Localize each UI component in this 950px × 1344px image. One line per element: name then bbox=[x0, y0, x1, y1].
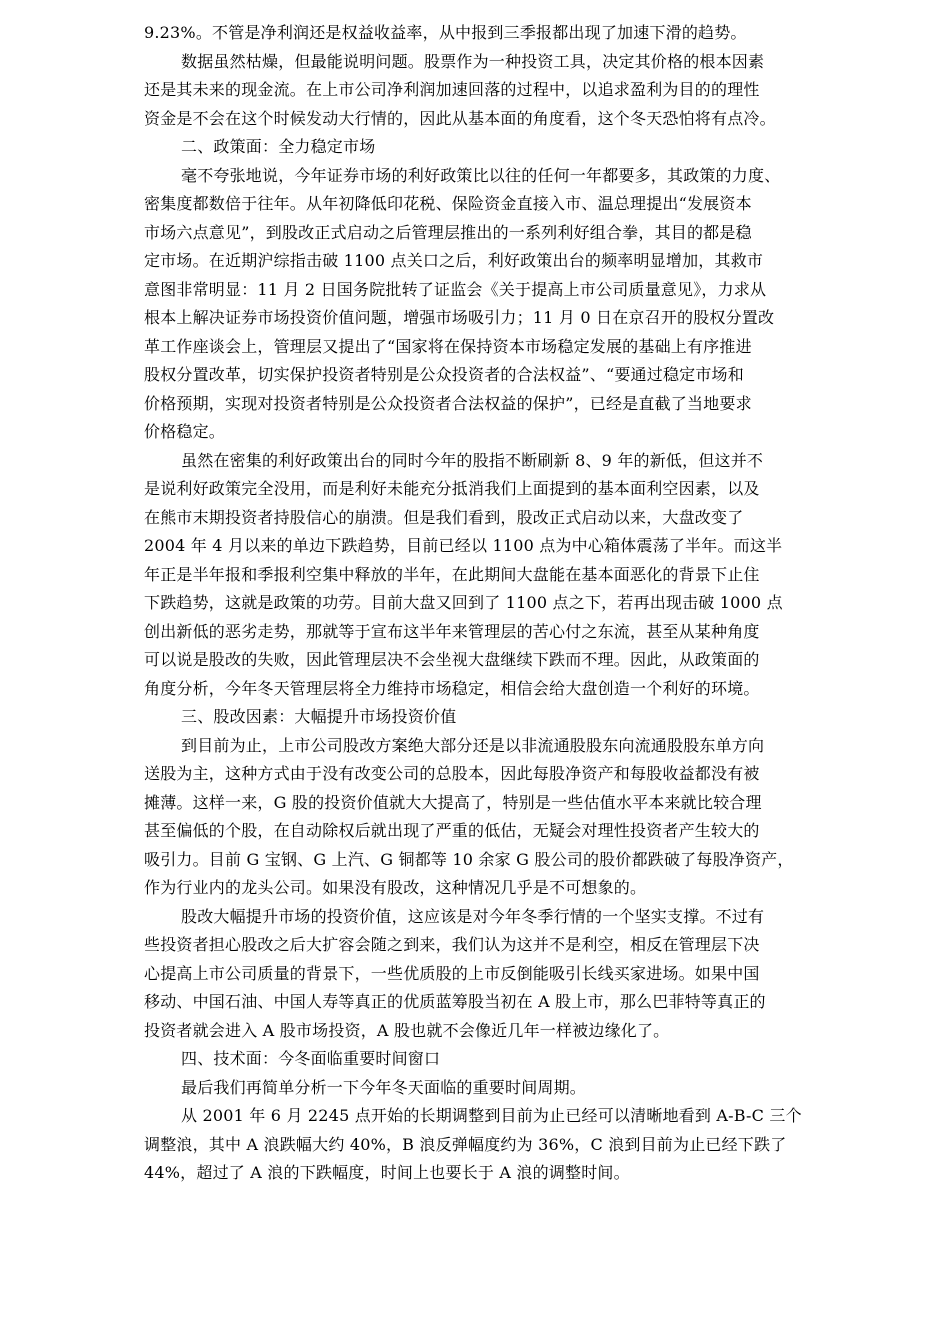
text-line: 密集度都数倍于往年。从年初降低印花税、保险资金直接入市、温总理提出“发展资本 bbox=[144, 194, 752, 213]
text-line: 价格预期，实现对投资者特别是公众投资者合法权益的保护”，已经是直截了当地要求 bbox=[144, 393, 752, 413]
text-line: 毫不夸张地说，今年证券市场的利好政策比以往的任何一年都要多，其政策的力度、 bbox=[181, 165, 781, 185]
text-line: 二、政策面：全力稳定市场 bbox=[181, 137, 376, 156]
text-line: 投资者就会进入 A 股市场投资，A 股也就不会像近几年一样被边缘化了。 bbox=[144, 1020, 670, 1040]
text-line: 2004 年 4 月以来的单边下跌趋势，目前已经以 1100 点为中心箱体震荡了半年。而这半 bbox=[144, 536, 783, 555]
text-line: 虽然在密集的利好政策出台的同时今年的股指不断刷新 8、9 年的新低，但这并不 bbox=[181, 450, 764, 470]
text-line: 股改大幅提升市场的投资价值，这应该是对今年冬季行情的一个坚实支撑。不过有 bbox=[181, 906, 765, 926]
text-line: 四、技术面：今冬面临重要时间窗口 bbox=[181, 1049, 441, 1068]
text-line: 是说利好政策完全没用，而是利好未能充分抵消我们上面提到的基本面利空因素，以及 bbox=[144, 479, 760, 498]
text-line: 定市场。在近期沪综指击破 1100 点关口之后，利好政策出台的频率明显增加，其救市 bbox=[144, 251, 764, 270]
text-line: 从 2001 年 6 月 2245 点开始的长期调整到目前为止已经可以清晰地看到 A-B-C 三个 bbox=[181, 1106, 802, 1125]
text-line: 三、股改因素：大幅提升市场投资价值 bbox=[181, 707, 457, 726]
text-line: 根本上解决证券市场投资价值问题，增强市场吸引力；11 月 0 日在京召开的股权分置改 bbox=[144, 308, 775, 327]
text-line: 吸引力。目前 G 宝钢、G 上汽、G 铜都等 10 余家 G 股公司的股价都跌破了每股净资产， bbox=[144, 849, 794, 869]
text-line: 44%，超过了 A 浪的下跌幅度，时间上也要长于 A 浪的调整时间。 bbox=[144, 1163, 630, 1182]
text-line: 作为行业内的龙头公司。如果没有股改，这种情况几乎是不可想象的。 bbox=[144, 878, 647, 897]
text-line: 革工作座谈会上，管理层又提出了“国家将在保持资本市场稳定发展的基础上有序推进 bbox=[144, 336, 752, 356]
text-line: 最后我们再简单分析一下今年冬天面临的重要时间周期。 bbox=[181, 1077, 587, 1097]
text-line: 心提高上市公司质量的背景下，一些优质股的上市反倒能吸引长线买家进场。如果中国 bbox=[144, 963, 760, 983]
text-line: 移动、中国石油、中国人寿等真正的优质蓝筹股当初在 A 股上市，那么巴菲特等真正的 bbox=[144, 992, 766, 1011]
document-body bbox=[144, 19, 884, 1188]
text-line: 下跌趋势，这就是政策的功劳。目前大盘又回到了 1100 点之下，若再出现击破 1000 点 bbox=[144, 593, 783, 612]
text-line: 创出新低的恶劣走势，那就等于宣布这半年来管理层的苦心付之东流，甚至从某种角度 bbox=[144, 621, 760, 641]
text-line: 股权分置改革，切实保护投资者特别是公众投资者的合法权益”、“要通过稳定市场和 bbox=[144, 365, 744, 384]
text-line: 送股为主，这种方式由于没有改变公司的总股本，因此每股净资产和每股收益都没有被 bbox=[144, 764, 760, 783]
text-line: 到目前为止，上市公司股改方案绝大部分还是以非流通股股东向流通股股东单方向 bbox=[181, 735, 765, 755]
text-line: 价格稳定。 bbox=[144, 422, 226, 441]
text-line: 9.23%。不管是净利润还是权益收益率，从中报到三季报都出现了加速下滑的趋势。 bbox=[144, 23, 747, 42]
text-line: 甚至偏低的个股，在自动除权后就出现了严重的低估，无疑会对理性投资者产生较大的 bbox=[144, 821, 760, 840]
text-line: 数据虽然枯燥，但最能说明问题。股票作为一种投资工具，决定其价格的根本因素 bbox=[181, 51, 765, 71]
text-line: 摊薄。这样一来，G 股的投资价值就大大提高了，特别是一些估值水平本来就比较合理 bbox=[144, 792, 762, 812]
text-line: 可以说是股改的失败，因此管理层决不会坐视大盘继续下跌而不理。因此，从政策面的 bbox=[144, 650, 760, 669]
text-line: 调整浪，其中 A 浪跌幅大约 40%，B 浪反弹幅度约为 36%，C 浪到目前为止已经下跌了 bbox=[144, 1134, 787, 1154]
text-line: 资金是不会在这个时候发动大行情的，因此从基本面的角度看，这个冬天恐怕将有点冷。 bbox=[144, 108, 776, 128]
text-line: 意图非常明显：11 月 2 日国务院批转了证监会《关于提高上市公司质量意见》，力求从 bbox=[144, 279, 767, 299]
text-line: 还是其未来的现金流。在上市公司净利润加速回落的过程中，以追求盈利为目的的理性 bbox=[144, 80, 760, 99]
text-line: 角度分析，今年冬天管理层将全力维持市场稳定，相信会给大盘创造一个利好的环境。 bbox=[144, 678, 760, 698]
text-line: 年正是半年报和季报利空集中释放的半年，在此期间大盘能在基本面恶化的背景下止住 bbox=[144, 564, 760, 584]
text-line: 在熊市末期投资者持股信心的崩溃。但是我们看到，股改正式启动以来，大盘改变了 bbox=[144, 507, 744, 527]
text-line: 市场六点意见”，到股改正式启动之后管理层推出的一系列利好组合拳，其目的都是稳 bbox=[144, 222, 752, 242]
text-line: 些投资者担心股改之后大扩容会随之到来，我们认为这并不是利空，相反在管理层下决 bbox=[144, 935, 760, 954]
